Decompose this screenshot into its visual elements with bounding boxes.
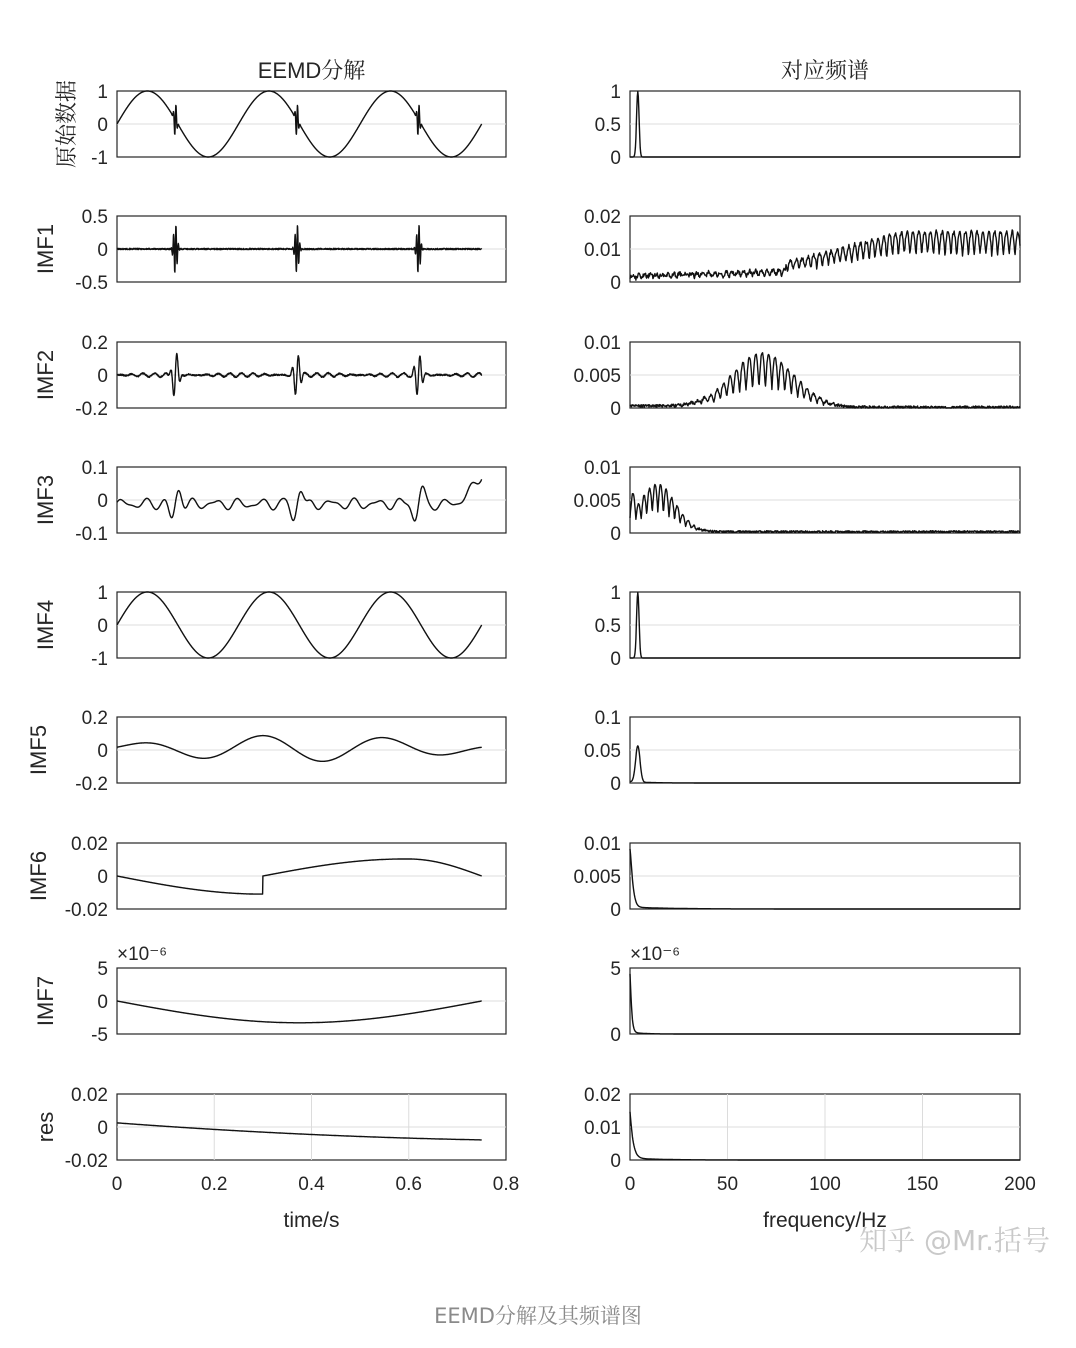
y-tick-label: 0.01: [584, 458, 621, 479]
x-tick-label: 200: [1004, 1174, 1036, 1195]
left-panel-1: [91, 82, 506, 169]
y-tick-label: 0: [610, 649, 621, 670]
left-panel-5: [91, 583, 506, 670]
right-panel-7: [573, 834, 1020, 921]
y-tick-label: 0.1: [81, 458, 108, 479]
x-tick-label: 0: [624, 1174, 636, 1195]
right-panel-6: [584, 708, 1020, 795]
left-panel-6: [75, 708, 506, 795]
y-tick-label: 0.005: [573, 366, 621, 387]
y-tick-label: 0.02: [71, 1085, 108, 1106]
y-tick-label: 5: [97, 959, 108, 980]
left-panel-4: [75, 458, 506, 545]
x-tick-label: 0.8: [492, 1174, 520, 1195]
right-panel-4: [573, 458, 1020, 545]
row-label: IMF3: [33, 474, 58, 526]
y-tick-label: -0.02: [64, 900, 108, 921]
x-tick-label: 150: [906, 1174, 939, 1195]
axis-exponent: ×10⁻⁶: [630, 944, 681, 965]
y-tick-label: 0: [610, 900, 621, 921]
y-tick-label: 0.05: [584, 741, 621, 762]
y-tick-label: 0: [610, 273, 621, 294]
y-tick-label: 0.01: [584, 333, 621, 354]
y-tick-label: 0: [610, 774, 621, 795]
right-column-title: 对应频谱: [780, 58, 870, 83]
x-tick-label: 50: [716, 1174, 739, 1195]
right-panel-9: [584, 1085, 1036, 1195]
y-tick-label: 0.2: [81, 708, 108, 729]
y-tick-label: 1: [97, 82, 108, 103]
y-tick-label: 0.2: [81, 333, 108, 354]
y-tick-label: 0.005: [573, 867, 621, 888]
row-label: 原始数据: [54, 79, 79, 169]
x-tick-label: 0.4: [298, 1174, 325, 1195]
y-tick-label: -0.2: [75, 774, 108, 795]
y-tick-label: 1: [610, 583, 621, 604]
y-tick-label: 0.01: [584, 1118, 621, 1139]
row-label: IMF1: [33, 223, 58, 275]
y-tick-label: -0.2: [75, 399, 108, 420]
right-panel-5: [595, 583, 1020, 670]
y-tick-label: 5: [610, 959, 621, 980]
y-tick-label: 0.01: [584, 834, 621, 855]
y-tick-label: 0.02: [584, 207, 621, 228]
y-tick-label: 0: [97, 867, 108, 888]
y-tick-label: 0: [97, 741, 108, 762]
y-tick-label: -1: [91, 649, 108, 670]
y-tick-label: -0.5: [75, 273, 108, 294]
y-tick-label: 0: [610, 399, 621, 420]
row-label: IMF5: [26, 724, 51, 776]
y-tick-label: 0: [97, 366, 108, 387]
left-panel-3: [75, 333, 506, 420]
x-tick-label: 0.2: [201, 1174, 228, 1195]
row-label: IMF7: [33, 975, 58, 1027]
y-tick-label: 0: [97, 115, 108, 136]
y-tick-label: 0.5: [594, 115, 621, 136]
y-tick-label: 0: [97, 616, 108, 637]
right-panel-3: [573, 333, 1020, 420]
y-tick-label: 0: [610, 1151, 621, 1172]
y-tick-label: 0.005: [573, 491, 621, 512]
y-tick-label: -0.02: [64, 1151, 108, 1172]
y-tick-label: 0: [610, 1025, 621, 1046]
y-tick-label: 0.02: [71, 834, 108, 855]
y-tick-label: 0.5: [594, 616, 621, 637]
y-tick-label: 0: [610, 148, 621, 169]
right-panel-8: [610, 944, 1020, 1046]
y-tick-label: 0: [97, 491, 108, 512]
y-tick-label: -5: [91, 1025, 108, 1046]
row-label: IMF2: [33, 349, 58, 401]
x-tick-label: 0.6: [395, 1174, 422, 1195]
plots-layer: [26, 58, 1036, 1232]
y-tick-label: 0.01: [584, 240, 621, 261]
figure-caption: EEMD分解及其频谱图: [434, 1304, 642, 1328]
y-tick-label: 0: [97, 1118, 108, 1139]
left-column-title: EEMD分解: [257, 58, 366, 83]
axis-exponent: ×10⁻⁶: [117, 944, 168, 965]
plot-frame: [630, 968, 1020, 1034]
right-panel-2: [584, 207, 1020, 294]
left-panel-8: [91, 944, 506, 1046]
y-tick-label: 0.1: [594, 708, 621, 729]
right-panel-1: [595, 82, 1020, 169]
row-label: IMF4: [33, 599, 58, 651]
left-panel-9: [65, 1085, 520, 1195]
row-label: IMF6: [26, 850, 51, 902]
y-tick-label: 0: [610, 524, 621, 545]
left-x-axis-label: time/s: [283, 1209, 340, 1232]
y-tick-label: 0.02: [584, 1085, 621, 1106]
x-tick-label: 0: [111, 1174, 123, 1195]
y-tick-label: -1: [91, 148, 108, 169]
y-tick-label: 0.5: [81, 207, 108, 228]
y-tick-label: 1: [610, 82, 621, 103]
x-tick-label: 100: [809, 1174, 841, 1195]
y-tick-label: 0: [97, 992, 108, 1013]
watermark: 知乎 @Mr.括号: [859, 1224, 1050, 1257]
y-tick-label: 0: [97, 240, 108, 261]
right-x-axis-label: frequency/Hz: [763, 1209, 887, 1232]
y-tick-label: 1: [97, 583, 108, 604]
left-panel-2: [75, 207, 506, 294]
left-panel-7: [65, 834, 506, 921]
row-label: res: [33, 1111, 58, 1143]
y-tick-label: -0.1: [75, 524, 108, 545]
